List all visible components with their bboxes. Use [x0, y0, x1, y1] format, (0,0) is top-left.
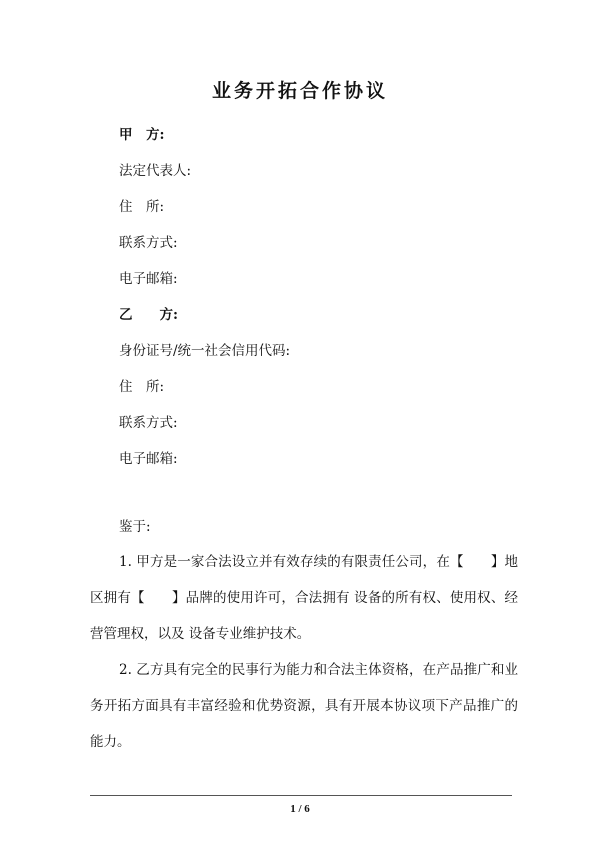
party-a-address: 住 所:: [119, 199, 165, 215]
party-b-email: 电子邮箱:: [119, 451, 178, 467]
clause-1: 1. 甲方是一家合法设立并有效存续的有限责任公司，在【 】地区拥有【 】品牌的使用许可，合法拥有 设备的所有权、使用权、经营管理权，以及 设备专业维护技术。: [90, 554, 518, 642]
party-a-heading: 甲 方:: [119, 127, 165, 143]
party-a-legal-rep: 法定代表人:: [119, 163, 192, 179]
party-a-contact: 联系方式:: [119, 235, 178, 251]
party-a-email: 电子邮箱:: [119, 271, 178, 287]
document-title: 业务开拓合作协议: [211, 80, 388, 102]
party-b-contact: 联系方式:: [119, 415, 178, 431]
clause-2: 2. 乙方具有完全的民事行为能力和合法主体资格，在产品推广和业务开拓方面具有丰富经验和优势资源，具有开展本协议项下产品推广的能力。: [90, 662, 518, 750]
footer-divider: [90, 795, 512, 796]
party-b-heading: 乙 方:: [119, 307, 178, 323]
party-b-address: 住 所:: [119, 379, 165, 395]
page-number: 1 / 6: [290, 803, 310, 815]
whereas-heading: 鉴于:: [119, 519, 151, 535]
party-b-id-code: 身份证号/统一社会信用代码:: [119, 343, 291, 359]
